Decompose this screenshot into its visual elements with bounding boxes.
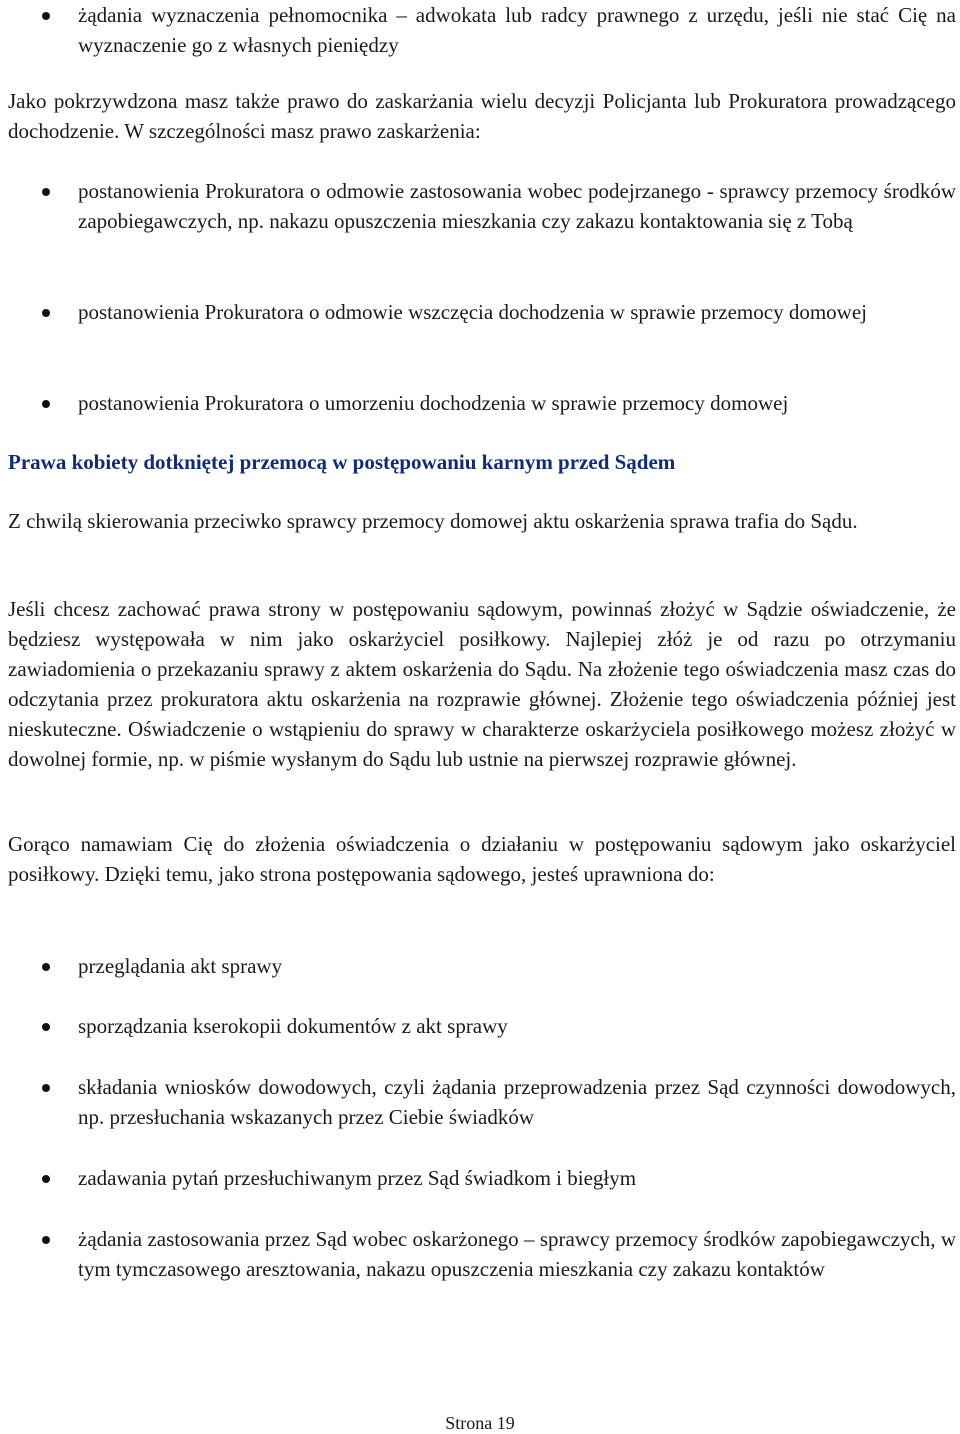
page-number: Strona 19 [445,1413,515,1433]
bullet-icon [42,1084,50,1092]
bullet-icon [42,309,50,317]
bullet-icon [42,188,50,196]
list-item-text: składania wniosków dowodowych, czyli żądania przeprowadzenia przez Sąd czynności dowodowych, np. przesłuchania wskazanych przez Ciebie świadków [78,1075,956,1129]
bullet-icon [42,1175,50,1183]
list-item-text: zadawania pytań przesłuchiwanym przez Sąd świadkom i biegłym [78,1166,637,1190]
paragraph-appeal: Jako pokrzywdzona masz także prawo do zaskarżania wielu decyzji Policjanta lub Prokuratora prowadzącego dochodzenie. W szczególności masz prawo zaskarżenia: [8,89,956,143]
list-item-text: żądania wyznaczenia pełnomocnika – adwokata lub radcy prawnego z urzędu, jeśli nie stać Cię na wyznaczenie go z własnych pieniędzy [78,3,956,57]
bullet-icon [42,400,50,408]
bullet-icon [42,963,50,971]
list-item-text: postanowienia Prokuratora o umorzeniu dochodzenia w sprawie przemocy domowej [78,391,789,415]
section-heading: Prawa kobiety dotkniętej przemocą w postępowaniu karnym przed Sądem [8,450,676,474]
list-item-text: postanowienia Prokuratora o odmowie zastosowania wobec podejrzanego - sprawcy przemocy środków zapobiegawczych, np. nakazu opuszczenia mieszkania czy zakazu kontaktowania się z Tobą [78,179,956,233]
paragraph-court: Z chwilą skierowania przeciwko sprawcy przemocy domowej aktu oskarżenia sprawa trafia do Sądu. [8,509,858,533]
list-item-text: postanowienia Prokuratora o odmowie wszczęcia dochodzenia w sprawie przemocy domowej [78,300,867,324]
bullet-icon [42,1236,50,1244]
list-item-text: sporządzania kserokopii dokumentów z akt sprawy [78,1014,508,1038]
list-item-text: przeglądania akt sprawy [78,954,283,978]
paragraph-encourage: Gorąco namawiam Cię do złożenia oświadczenia o działaniu w postępowaniu sądowym jako oskarżyciel posiłkowy. Dzięki temu, jako strona postępowania sądowego, jesteś uprawniona do: [8,832,956,886]
paragraph-declaration: Jeśli chcesz zachować prawa strony w postępowaniu sądowym, powinnaś złożyć w Sądzie oświadczenie, że będziesz występowała w nim jako oskarżyciel posiłkowy. Najlepiej złóż je od razu po otrzymaniu zawiadomienia o przekazaniu sprawy z aktem oskarżenia do Sądu. Na złożenie tego oświadczenia masz czas do odczytania przez prokuratora aktu oskarżenia na rozprawie głównej. Złożenie tego oświadczenia później jest nieskuteczne. Oświadczenie o wstąpieniu do sprawy w charakterze oskarżyciela posiłkowego możesz złożyć w dowolnej formie, np. w piśmie wysłanym do Sądu lub ustnie na pierwszej rozprawie głównej. [8,597,956,771]
bullet-icon [42,12,50,20]
bullet-icon [42,1023,50,1031]
list-item-text: żądania zastosowania przez Sąd wobec oskarżonego – sprawcy przemocy środków zapobiegawczych, w tym tymczasowego aresztowania, nakazu opuszczenia mieszkania czy zakazu kontaktów [78,1227,956,1281]
